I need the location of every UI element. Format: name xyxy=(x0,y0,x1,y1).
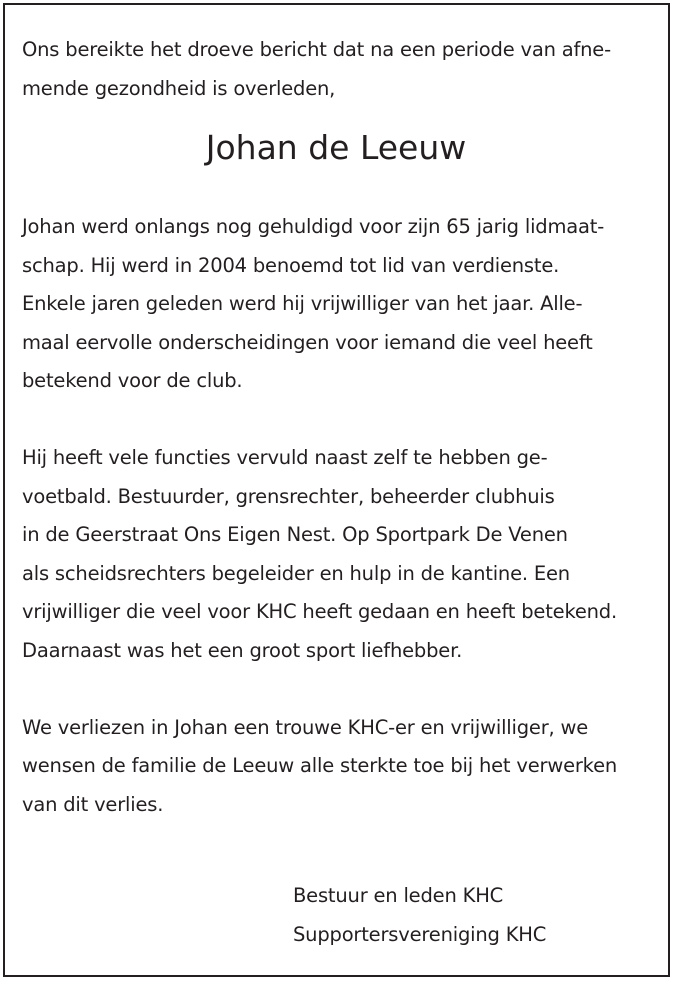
intro-paragraph xyxy=(22,31,662,108)
paragraph-honours xyxy=(22,208,662,401)
signature-block xyxy=(293,876,546,953)
text-line: maal eervolle onderscheidingen voor iemand die veel heeft xyxy=(22,330,593,354)
deceased-name: Johan de Leeuw xyxy=(205,128,467,167)
text-line: Hij heeft vele functies vervuld naast zelf te hebben ge- xyxy=(22,446,548,469)
text-line: als scheidsrechters begeleider en hulp in de kantine. Een xyxy=(22,561,570,585)
text-line: vrijwilliger die veel voor KHC heeft gedaan en heeft betekend. xyxy=(22,600,617,623)
text-line: in de Geerstraat Ons Eigen Nest. Op Sportpark De Venen xyxy=(22,523,568,546)
text-line: Enkele jaren geleden werd hij vrijwilliger van het jaar. Alle- xyxy=(22,292,583,315)
text-line: Ons bereikte het droeve bericht dat na een periode van afne- xyxy=(22,38,611,61)
paragraph-gap xyxy=(22,670,662,709)
signature-line: Supportersvereniging KHC xyxy=(293,922,547,946)
text-line: mende gezondheid is overleden, xyxy=(22,76,336,100)
paragraph-functions xyxy=(22,439,662,670)
notice-body xyxy=(22,31,662,824)
text-line: voetbald. Bestuurder, grensrechter, beheerder clubhuis xyxy=(22,484,555,508)
text-line: betekend voor de club. xyxy=(22,369,243,392)
text-line: We verliezen in Johan een trouwe KHC-er en vrijwilliger, we xyxy=(22,715,589,739)
text-line: Johan werd onlangs nog gehuldigd voor zijn 65 jarig lidmaat- xyxy=(22,215,605,238)
paragraph-gap xyxy=(22,401,662,440)
paragraph-condolence xyxy=(22,709,662,825)
text-line: van dit verlies. xyxy=(22,792,164,816)
signature-line: Bestuur en leden KHC xyxy=(293,884,504,907)
text-line: Daarnaast was het een groot sport liefhebber. xyxy=(22,638,463,662)
text-line: wensen de familie de Leeuw alle sterkte toe bij het verwerken xyxy=(22,754,618,777)
text-line: schap. Hij werd in 2004 benoemd tot lid van verdienste. xyxy=(22,253,560,277)
